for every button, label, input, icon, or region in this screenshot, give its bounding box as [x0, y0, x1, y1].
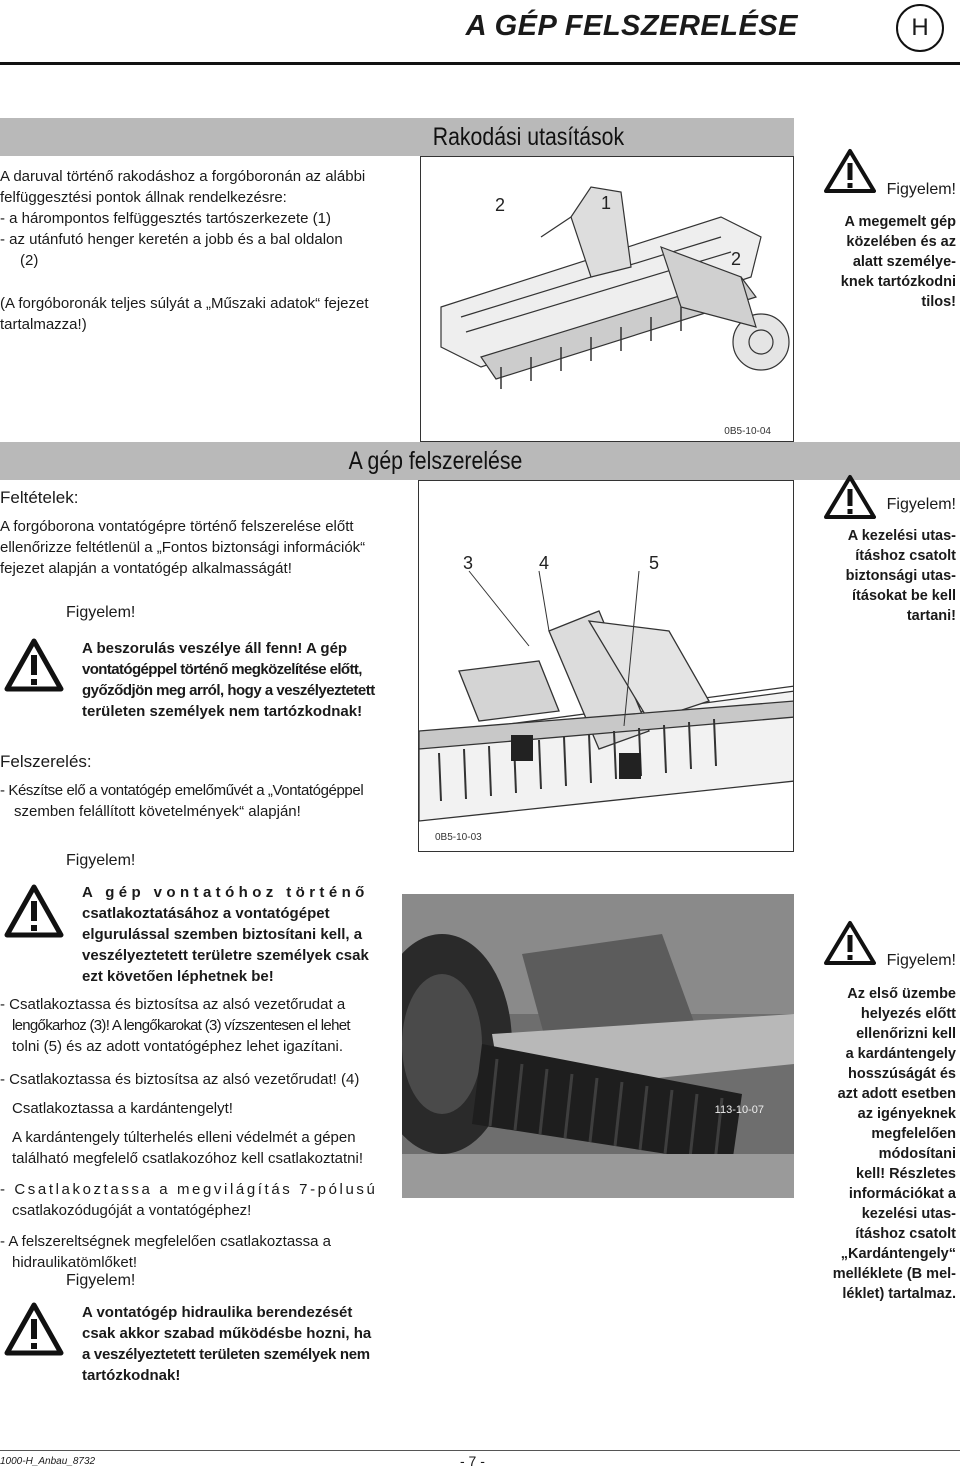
photo-code: 113-10-07: [714, 1104, 764, 1116]
side-warning-text: [806, 984, 956, 1304]
footer-doc-code: 1000-H_Anbau_8732: [0, 1456, 96, 1467]
section-heading-band: [0, 442, 960, 480]
text-line: (A forgóboronák teljes súlyát a „Műszaki adatok“ fejezet: [0, 295, 369, 312]
list-item: - Csatlakoztassa és biztosítsa az alsó vezetőrudat! (4): [0, 1071, 360, 1088]
list-item: - A felszereltségnek megfelelően csatlakoztassa a: [0, 1233, 332, 1250]
text-line: A megemelt gép: [844, 214, 956, 230]
text-line: területen személyek nem tartózkodnak!: [82, 703, 363, 720]
text-line: tartani!: [906, 608, 956, 624]
list-item: csatlakozódugóját a vontatógéphez!: [12, 1202, 252, 1219]
figure-three-point-hitch: [418, 480, 794, 852]
text-line: alatt személye-: [852, 254, 956, 270]
list-item: - Csatlakoztassa és biztosítsa az alsó vezetőrudat a: [0, 996, 346, 1013]
text-line: vontatógéppel történő megközelítése előtt,: [82, 661, 362, 678]
warning-hydraulics-text: [82, 1302, 392, 1386]
mounting-step-1: [0, 780, 400, 822]
list-item: tolni (5) és az adott vontatógéphez lehet igazítani.: [12, 1038, 344, 1055]
text-line: fejezet alapján a vontatógép alkalmasságát!: [0, 560, 292, 577]
figure-code: 0B5-10-04: [724, 426, 771, 437]
text-line: található megfelelő csatlakozóhoz kell csatlakoztatni!: [12, 1150, 364, 1167]
text-line: megfelelően: [871, 1126, 956, 1142]
text-line: A vontatógép hidraulika berendezését: [82, 1304, 353, 1321]
text-line: azt adott esetben: [837, 1086, 956, 1102]
text-line: léklet) tartalmaz.: [842, 1286, 956, 1302]
text-line: ításokat be kell: [852, 588, 956, 604]
text-line: tartózkodnak!: [82, 1367, 181, 1384]
warning-triangle-icon: [4, 884, 64, 938]
hitch-illustration: [419, 481, 794, 852]
section-heading-mounting: A gép felszerelése: [348, 447, 522, 475]
warning-label: Figyelem!: [66, 852, 136, 869]
list-item: - a hárompontos felfüggesztés tartószerkezete (1): [0, 210, 331, 227]
list-item: lengőkarhoz (3)! A lengőkarokat (3) vízszentesen el lehet: [12, 1017, 350, 1034]
section-heading-band: [0, 118, 794, 156]
list-item: hidraulikatömlőket!: [12, 1254, 138, 1271]
warning-label: Figyelem!: [886, 496, 956, 513]
photo-tractor-roller: [402, 894, 794, 1198]
warning-label: Figyelem!: [886, 181, 956, 198]
callout-3: 3: [463, 553, 474, 573]
text-line: A kardántengely túlterhelés elleni védelmét a gépen: [12, 1129, 356, 1146]
warning-crushing-text: [82, 638, 402, 722]
text-line: A beszorulás veszélye áll fenn! A gép: [82, 640, 348, 657]
warning-label: Figyelem!: [66, 1272, 136, 1289]
warning-rolling-text: [82, 882, 382, 987]
loading-instructions: [0, 166, 380, 335]
text-line: melléklete (B mel-: [832, 1266, 956, 1282]
text-line: ellenőrizze feltétlenül a „Fontos biztonsági információk“: [0, 539, 366, 556]
text-line: a veszélyeztetett területen személyek nem: [82, 1346, 370, 1363]
warning-triangle-icon: [824, 474, 876, 520]
warning-label: Figyelem!: [66, 604, 136, 621]
text-line: az igényeknek: [857, 1106, 956, 1122]
text-line: győződjön meg arról, hogy a veszélyeztetett: [82, 682, 375, 699]
text-line: „Kardántengely“: [840, 1246, 956, 1262]
figure-harrow-lifting-points: [420, 156, 794, 442]
page-header-title: A GÉP FELSZERELÉSE: [465, 10, 798, 42]
text-line: tilos!: [921, 294, 956, 310]
text-line: elgurulással szemben biztosítani kell, a: [82, 926, 363, 943]
text-line: A kezelési utas-: [847, 528, 956, 544]
text-line: helyezés előtt: [860, 1006, 956, 1022]
text-line: kell! Részletes: [856, 1166, 956, 1182]
text-line: csatlakoztatásához a vontatógépet: [82, 905, 330, 922]
conditions-label: Feltételek:: [0, 488, 79, 507]
text-line: veszélyeztetett területre személyek csak: [82, 947, 369, 964]
text-line: knek tartózkodni: [840, 274, 956, 290]
text-line: szemben felállított követelmények“ alapján!: [14, 803, 301, 820]
text-line: biztonsági utas-: [845, 568, 956, 584]
warning-triangle-icon: [824, 148, 876, 194]
text-line: közelében és az: [846, 234, 956, 250]
warning-triangle-icon: [824, 920, 876, 966]
text-line: - Készítse elő a vontatógép emelőművét a „Vontatógéppel: [0, 782, 364, 799]
text-line: A forgóborona vontatógépre történő felszerelése előtt: [0, 518, 354, 535]
text-line: Az első üzembe: [847, 986, 956, 1002]
text-line: ellenőrizni kell: [856, 1026, 956, 1042]
warning-triangle-icon: [4, 1302, 64, 1356]
figure-code: 0B5-10-03: [435, 832, 482, 843]
list-item: - az utánfutó henger keretén a jobb és a bal oldalon: [0, 231, 343, 248]
list-item: - Csatlakoztassa a megvilágítás 7-pólusú: [0, 1181, 378, 1198]
callout-4: 4: [539, 553, 550, 573]
text-line: a kardántengely: [845, 1046, 956, 1062]
section-letter-badge: H: [896, 4, 944, 52]
text-line: kezelési utas-: [861, 1206, 956, 1222]
text-line: hosszúságát és: [848, 1066, 956, 1082]
text-line: csak akkor szabad működésbe hozni, ha: [82, 1325, 372, 1342]
text-line: tartalmazza!): [0, 316, 87, 333]
callout-2-left: 2: [495, 195, 506, 215]
text-line: ezt követően léphetnek be!: [82, 968, 274, 985]
footer-page-number: - 7 -: [460, 1453, 485, 1469]
text-line: módosítani: [878, 1146, 956, 1162]
text-line: ításhoz csatolt: [855, 1226, 956, 1242]
warning-label: Figyelem!: [886, 952, 956, 969]
callout-1: 1: [601, 193, 612, 213]
callout-2-right: 2: [731, 249, 742, 269]
warning-triangle-icon: [4, 638, 64, 692]
list-item: Csatlakoztassa a kardántengelyt!: [12, 1100, 233, 1117]
side-warning-text: [816, 526, 956, 626]
text-line: információkat a: [848, 1186, 956, 1202]
footer-rule: [0, 1450, 960, 1451]
text-line: felfüggesztési pontok állnak rendelkezésre:: [0, 189, 287, 206]
text-line: ításhoz csatolt: [855, 548, 956, 564]
list-item: (2): [20, 252, 39, 269]
text-line: A gép vontatóhoz történő: [82, 884, 369, 901]
callout-5: 5: [649, 553, 660, 573]
section-heading-loading: Rakodási utasítások: [432, 123, 624, 151]
side-warning-text: [816, 212, 956, 312]
header-rule: [0, 62, 960, 65]
mounting-label: Felszerelés:: [0, 752, 92, 771]
text-line: A daruval történő rakodáshoz a forgóboronán az alábbi: [0, 168, 366, 185]
conditions-text: [0, 516, 400, 579]
mounting-steps: [0, 994, 390, 1273]
